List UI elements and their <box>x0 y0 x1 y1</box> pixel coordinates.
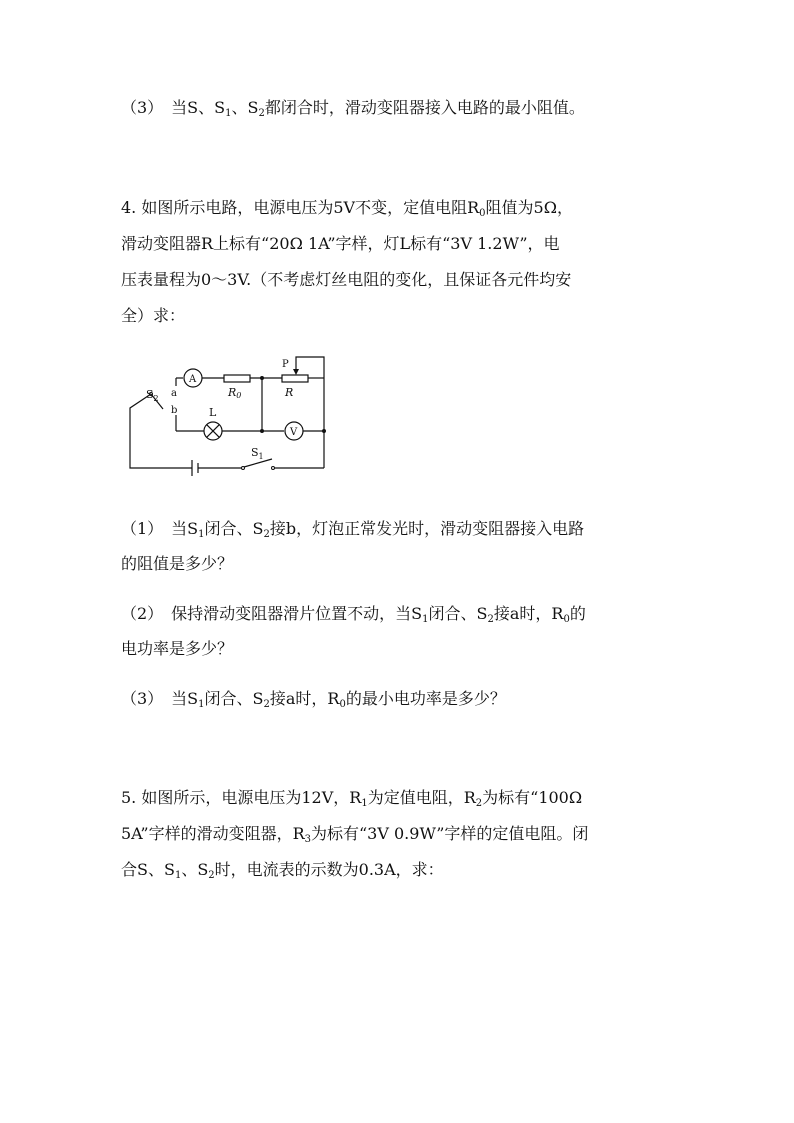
switch-s1-right-contact <box>272 467 275 470</box>
problem4-q3-line1: （3） 当$S_1$闭合、$S_2$接a时，$R_0$的最小电功率是多少？ <box>121 689 506 710</box>
problem5-line3: 合S、$S_1$、$S_2$时，电流表的示数为0.3A，求： <box>121 860 444 881</box>
label-voltmeter: V <box>290 427 298 438</box>
problem5-line1: 5. 如图所示，电源电压为12V，$R_1$为定值电阻，$R_2$为标有“100Ω <box>121 788 583 809</box>
label-ammeter: A <box>189 374 197 385</box>
switch-s1-left-contact <box>242 467 245 470</box>
label-r0: R0 <box>228 386 242 400</box>
label-lamp: L <box>209 406 217 419</box>
problem4-q2-line2: 电功率是多少？ <box>121 639 234 658</box>
problem4-q2-line1: （2） 保持滑动变阻器滑片位置不动，当$S_1$闭合、$S_2$接a时，$R_0$的 <box>121 604 586 625</box>
label-p: P <box>282 359 289 370</box>
slider-arrow-head <box>293 369 299 375</box>
problem4-intro-line2: 滑动变阻器R上标有“20Ω 1A”字样，灯L标有“3V 1.2W”，电 <box>121 234 560 253</box>
label-s2: $S_2$ <box>146 388 159 403</box>
problem4-intro-line3: 压表量程为0～3V.（不考虑灯丝电阻的变化，且保证各元件均安 <box>121 270 572 289</box>
problem4-q1-line1: （1） 当$S_1$闭合、$S_2$接b，灯泡正常发光时，滑动变阻器接入电路 <box>121 519 585 540</box>
junction-bottom <box>260 429 264 433</box>
problem4-intro-line1: 4. 如图所示电路，电源电压为5V不变，定值电阻$R_0$阻值为5Ω， <box>121 198 573 219</box>
label-a: a <box>171 388 177 399</box>
resistor-r0 <box>224 375 250 382</box>
circuit-diagram <box>128 352 338 476</box>
wire-slider <box>296 357 324 468</box>
label-b: b <box>171 405 178 416</box>
label-r: R <box>285 386 294 399</box>
prev-question-3: （3） 当S、$S_1$、$S_2$都闭合时，滑动变阻器接入电路的最小阻值。 <box>121 98 585 119</box>
problem4-intro-line4: 全）求： <box>121 306 186 325</box>
rheostat-r <box>282 375 308 382</box>
junction-top <box>260 376 264 380</box>
label-s1: $S_1$ <box>251 446 264 461</box>
junction-right <box>322 429 326 433</box>
problem5-line2: 5A”字样的滑动变阻器，$R_3$为标有“3V 0.9W”字样的定值电阻。闭 <box>121 824 589 845</box>
problem4-q1-line2: 的阻值是多少？ <box>121 554 234 573</box>
